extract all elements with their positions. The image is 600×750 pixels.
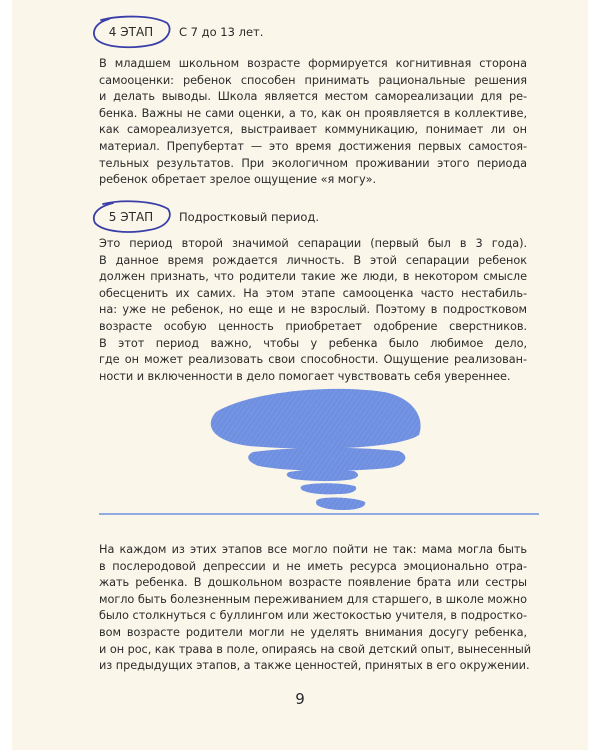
text-line: на: уже не ребенок, но еще и не взрослый. Поэтому в подростковом (99, 303, 527, 317)
text-line: было столкнуться с буллингом или жестокостью учителя, в подростко- (99, 609, 527, 623)
text-line: На каждом из этих этапов все могло пойти не так: мама могла быть (99, 543, 527, 556)
text-line: из предыдущих этапов, а также ценностей, принятых в его окружении. (99, 659, 530, 673)
stage-5-paragraph (99, 236, 527, 385)
small-stone-1 (287, 470, 358, 481)
stage-5-subtitle: Подростковый период. (179, 210, 319, 224)
text-line: тельных результатов. При экологичном проживании этого периода (99, 156, 527, 170)
text-line: где он может реализовать свои способности. Ощущение реализован- (99, 353, 527, 367)
text-line: самооценки: ребенок способен принимать рациональные решения (99, 73, 527, 87)
stage-4-badge (95, 18, 167, 46)
stage-4-badge-label: 4 ЭТАП (108, 25, 154, 39)
small-stone-2 (301, 483, 357, 494)
middle-stone (248, 448, 405, 471)
balanced-stones-icon (99, 380, 539, 520)
text-line: ребенок обретает зрелое ощущение «я могу». (99, 173, 377, 187)
text-line: бенка. Важны не сами оценки, а то, как он проявляется в коллективе, (99, 106, 527, 120)
text-line: жать ребенка. В дошкольном возрасте появление брата или сестры (99, 576, 527, 590)
text-line: и он рос, как трава в поле, опираясь на свой детский опыт, вынесенный (99, 642, 532, 656)
stage-5-badge (95, 203, 167, 231)
text-line: как самореализуется, выстраивает коммуникацию, понимает ли он (99, 123, 527, 137)
small-stone-3 (316, 498, 365, 510)
stage-5-badge-label: 5 ЭТАП (108, 210, 154, 224)
text-line: В младшем школьном возрасте формируется когнитивная сторона (99, 57, 527, 70)
text-line: возрасте особую ценность приобретает одобрение сверстников. (99, 319, 527, 333)
text-line: В этот период важно, чтобы у ребенка было любимое дело, (99, 336, 527, 350)
text-line: могло быть болезненным переживанием для старшего, в школе можно (99, 592, 527, 606)
stage-5-header (95, 203, 319, 231)
text-line: и делать выводы. Школа является местом самореализации для ре- (99, 90, 527, 104)
large-top-stone (211, 389, 421, 449)
book-page (12, 0, 588, 750)
text-line: обесценить их самих. На этом этапе самооценка часто нестабиль- (99, 286, 527, 300)
closing-paragraph (99, 542, 532, 675)
text-line: В данное время рождается личность. В этой сепарации ребенок (99, 253, 527, 267)
text-line: должен признать, что родители такие же люди, в некотором смысле (99, 270, 527, 284)
stage-4-header (95, 18, 263, 46)
stage-4-paragraph (99, 56, 527, 189)
text-line: ности и включенности в дело помогает чувствовать себя увереннее. (99, 369, 511, 383)
page-number: 9 (295, 690, 305, 708)
stage-4-subtitle: С 7 до 13 лет. (179, 25, 264, 39)
text-line: вом возрасте родители могли не уделять внимания досугу ребенка, (99, 625, 527, 639)
text-line: Это период второй значимой сепарации (первый был в 3 года). (99, 237, 527, 250)
text-line: материал. Препубертат — это время достижения первых самостоя- (99, 139, 527, 153)
text-line: в послеродовой депрессии и не иметь ресурса эмоционально отра- (99, 559, 527, 573)
